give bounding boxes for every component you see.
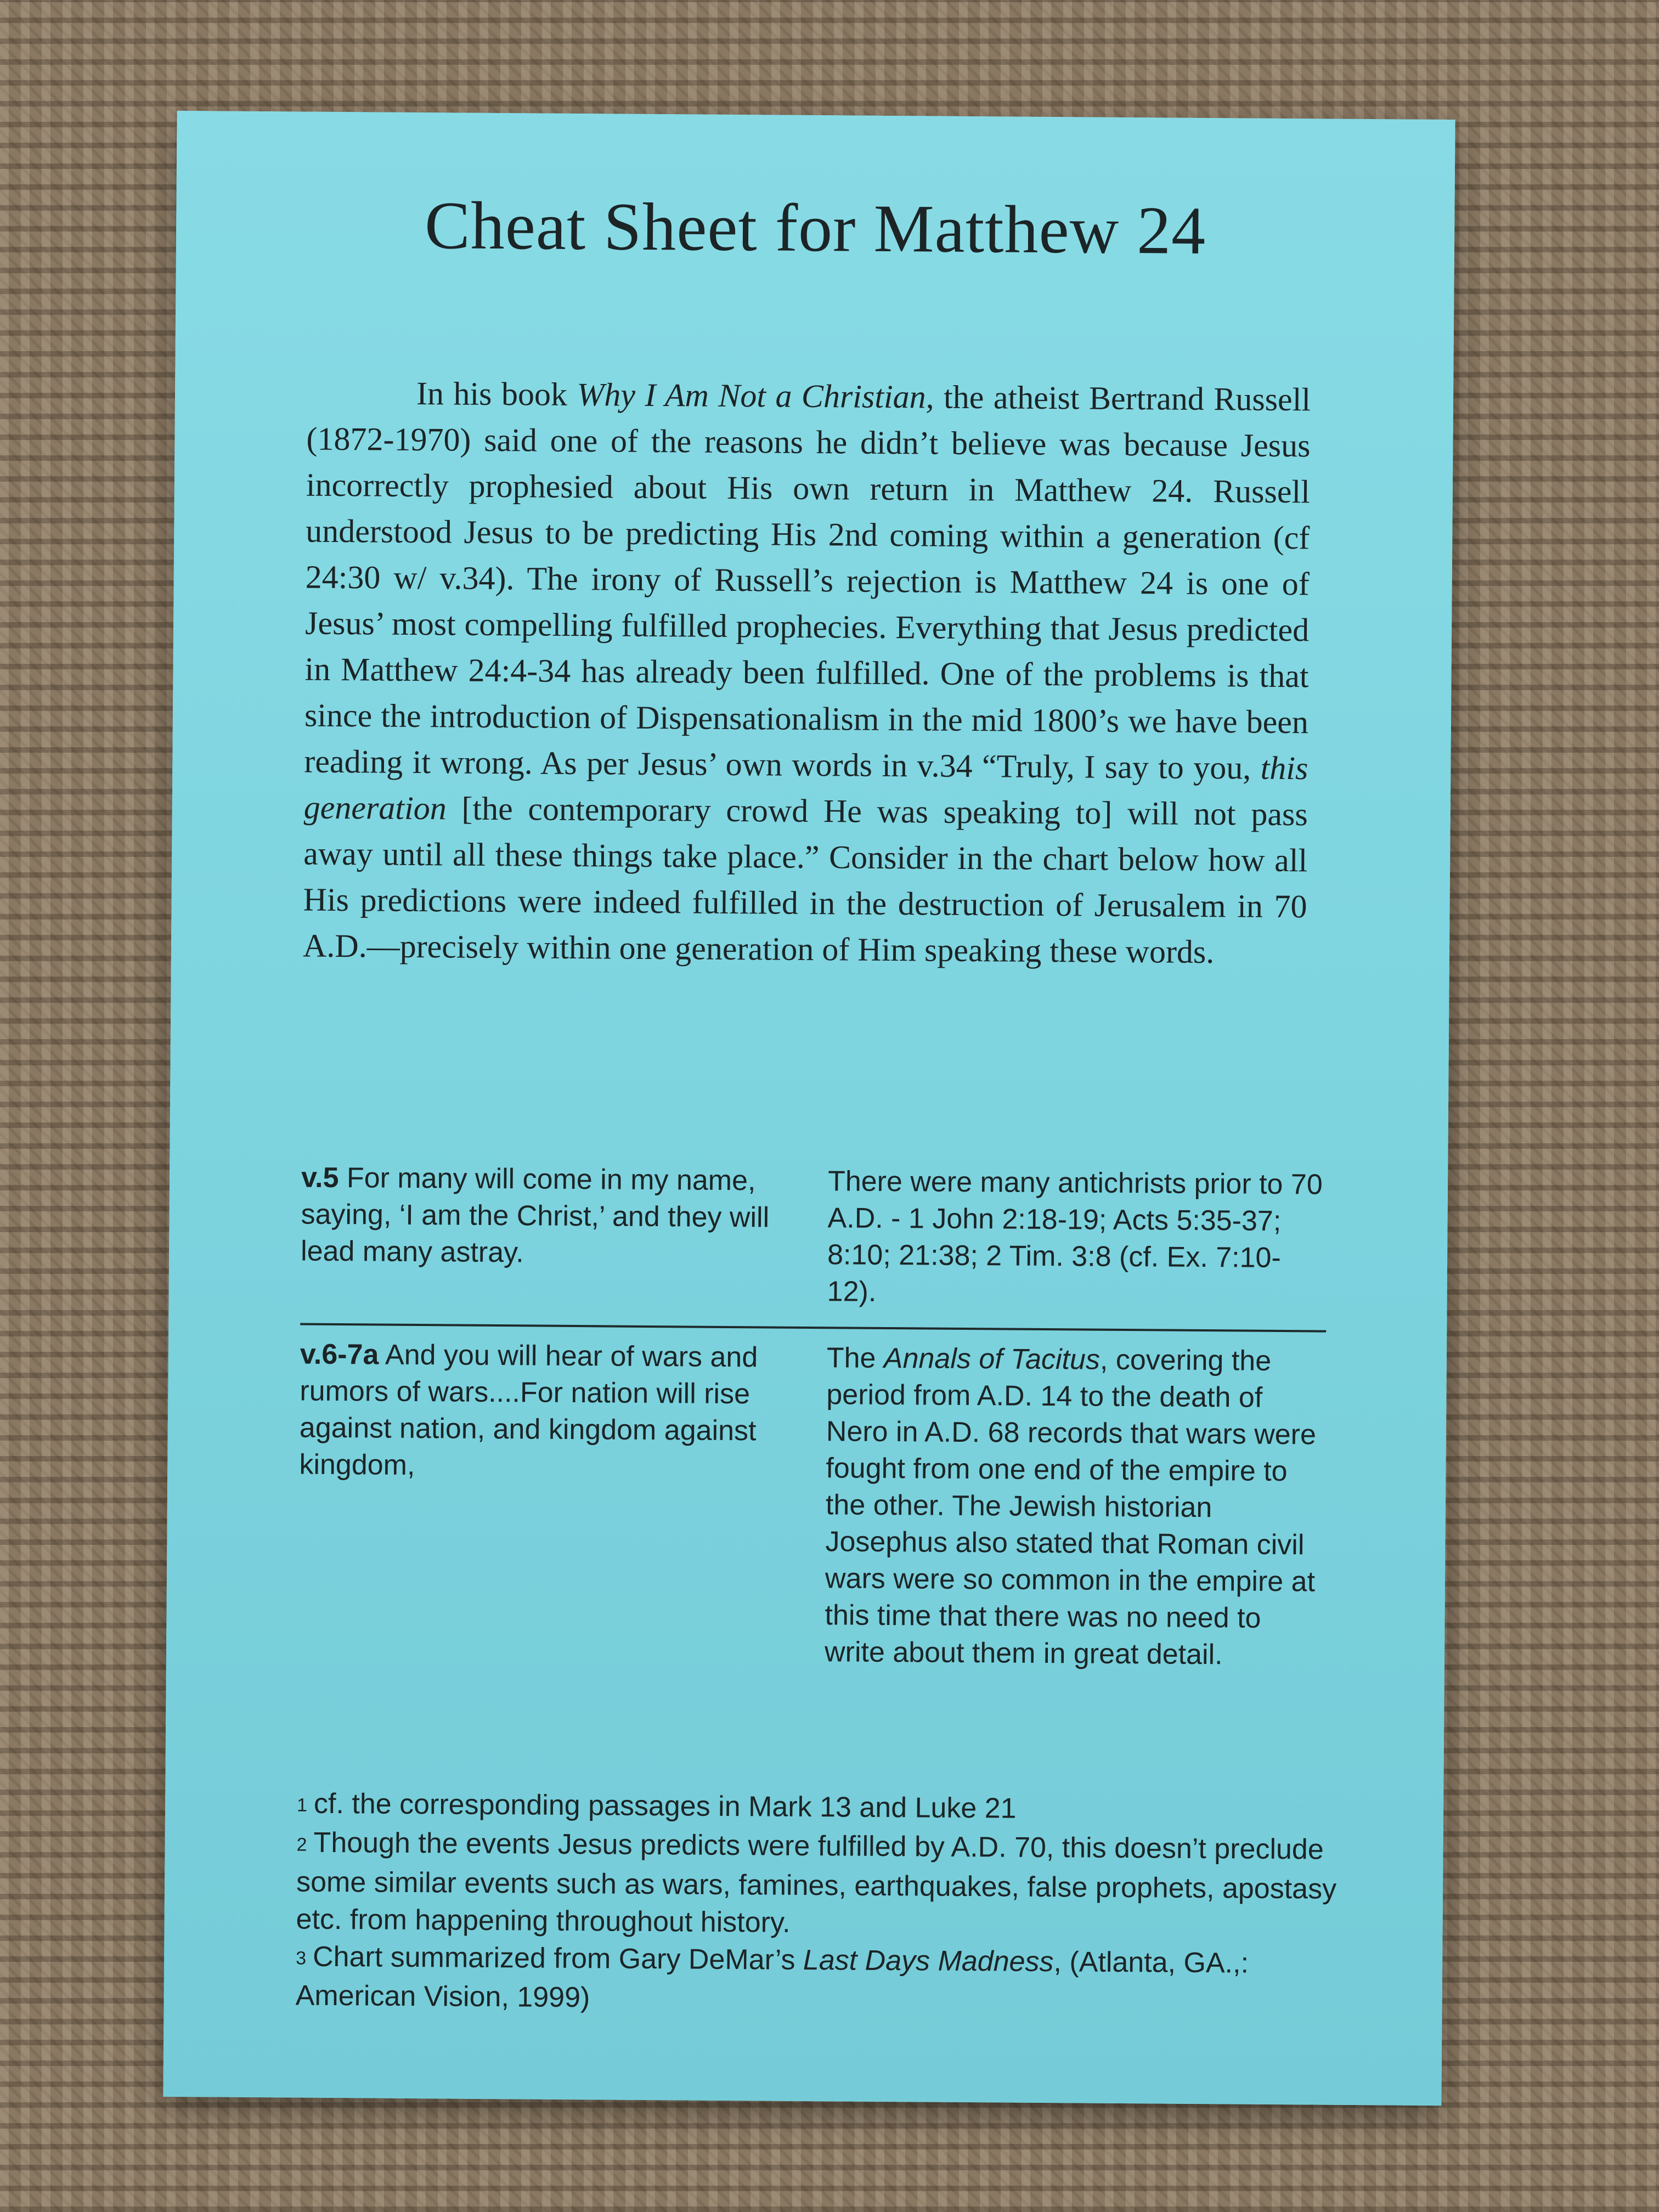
footnote: [295, 1938, 1338, 2022]
footnote-text: Though the events Jesus predicts were fulfilled by A.D. 70, this doesn’t preclude some similar events such as wars, famines, earthquakes, false prophets, apostasy etc. from happening throughout history.: [296, 1826, 1337, 1939]
fulfillment-text-post: , covering the period from A.D. 14 to the death of Nero in A.D. 68 records that wars were fought from one end of the empire to the other. The Jewish historian Josephus also stated that Roman civil wars were so common in the empire at this time that there was no need to write about them in great detail.: [824, 1344, 1317, 1671]
prophecy-cell: [298, 1336, 799, 1671]
fulfillment-cell: [827, 1163, 1327, 1313]
intro-part-2: the atheist Bertrand Russell (1872-1970) said one of the reasons he didn’t believe was because Jesus incorrectly prophesied about His own return in Matthew 24. Russell understood Jesus to be predicting His 2nd coming within a generation (cf 24:30 w/ v.34). The irony of Russell’s rejection is Matthew 24 is one of Jesus’ most compelling fulfilled prophecies. Everything that Jesus predicted in Matthew 24:4-34 has already been fulfilled. One of the problems is that since the introduction of Dispensationalism in the mid 1800’s we have been reading it wrong. As per Jesus’ own words in v.34 “Truly, I say to you,: [304, 379, 1311, 786]
footnote-text: cf. the corresponding passages in Mark 13 and Luke 21: [313, 1787, 1017, 1825]
prophecy-chart: [298, 1160, 1327, 1674]
intro-text: [303, 370, 1311, 976]
intro-part-3: [the contemporary crowd He was speaking to] will not pass away until all these things take place.” Consider in the chart below how all His predictions were indeed fulfilled in the destruction of Jerusalem in 70 A.D.—precisely within one generation of Him speaking these words.: [302, 790, 1308, 970]
footnotes: [295, 1785, 1339, 2022]
cheat-sheet-paper: [163, 111, 1455, 2106]
chart-row: [298, 1323, 1326, 1674]
fulfillment-cell: [825, 1340, 1326, 1674]
fulfillment-text: There were many antichrists prior to 70 A.D. - 1 John 2:18-19; Acts 5:35-37; 8:10; 21:38; 2 Tim. 3:8 (cf. Ex. 7:10-12).: [827, 1165, 1323, 1308]
verse-ref: v.5: [301, 1161, 339, 1194]
intro-paragraph: [303, 370, 1311, 976]
footnote: [296, 1824, 1339, 1945]
source-title: Annals of Tacitus: [883, 1342, 1101, 1376]
prophecy-text: And you will hear of wars and rumors of wars....For nation will rise against nation, and kingdom against kingdom,: [299, 1339, 758, 1481]
intro-part-1: In his book: [416, 375, 577, 413]
prophecy-cell: [300, 1160, 800, 1310]
book-title: Last Days Madness: [803, 1944, 1054, 1978]
page-title: Cheat Sheet for Matthew 24: [424, 188, 1206, 269]
footnote-number: 2: [296, 1834, 307, 1855]
verse-ref: v.6-7a: [300, 1338, 379, 1371]
book-title: Why I Am Not a Christian,: [577, 376, 934, 415]
emphasized-phrase: this generation: [303, 749, 1308, 827]
footnote-number: 1: [296, 1795, 308, 1816]
fulfillment-text-pre: The: [826, 1342, 884, 1374]
footnote: [297, 1785, 1339, 1832]
footnote-text-pre: Chart summarized from Gary DeMar’s: [312, 1940, 804, 1976]
footnote-number: 3: [296, 1948, 307, 1969]
footnote-text-post: , (Atlanta, GA.,: American Vision, 1999): [295, 1945, 1249, 2014]
chart-row: [300, 1160, 1327, 1314]
prophecy-text: For many will come in my name, saying, ‘I am the Christ,’ and they will lead many astray.: [300, 1162, 770, 1269]
